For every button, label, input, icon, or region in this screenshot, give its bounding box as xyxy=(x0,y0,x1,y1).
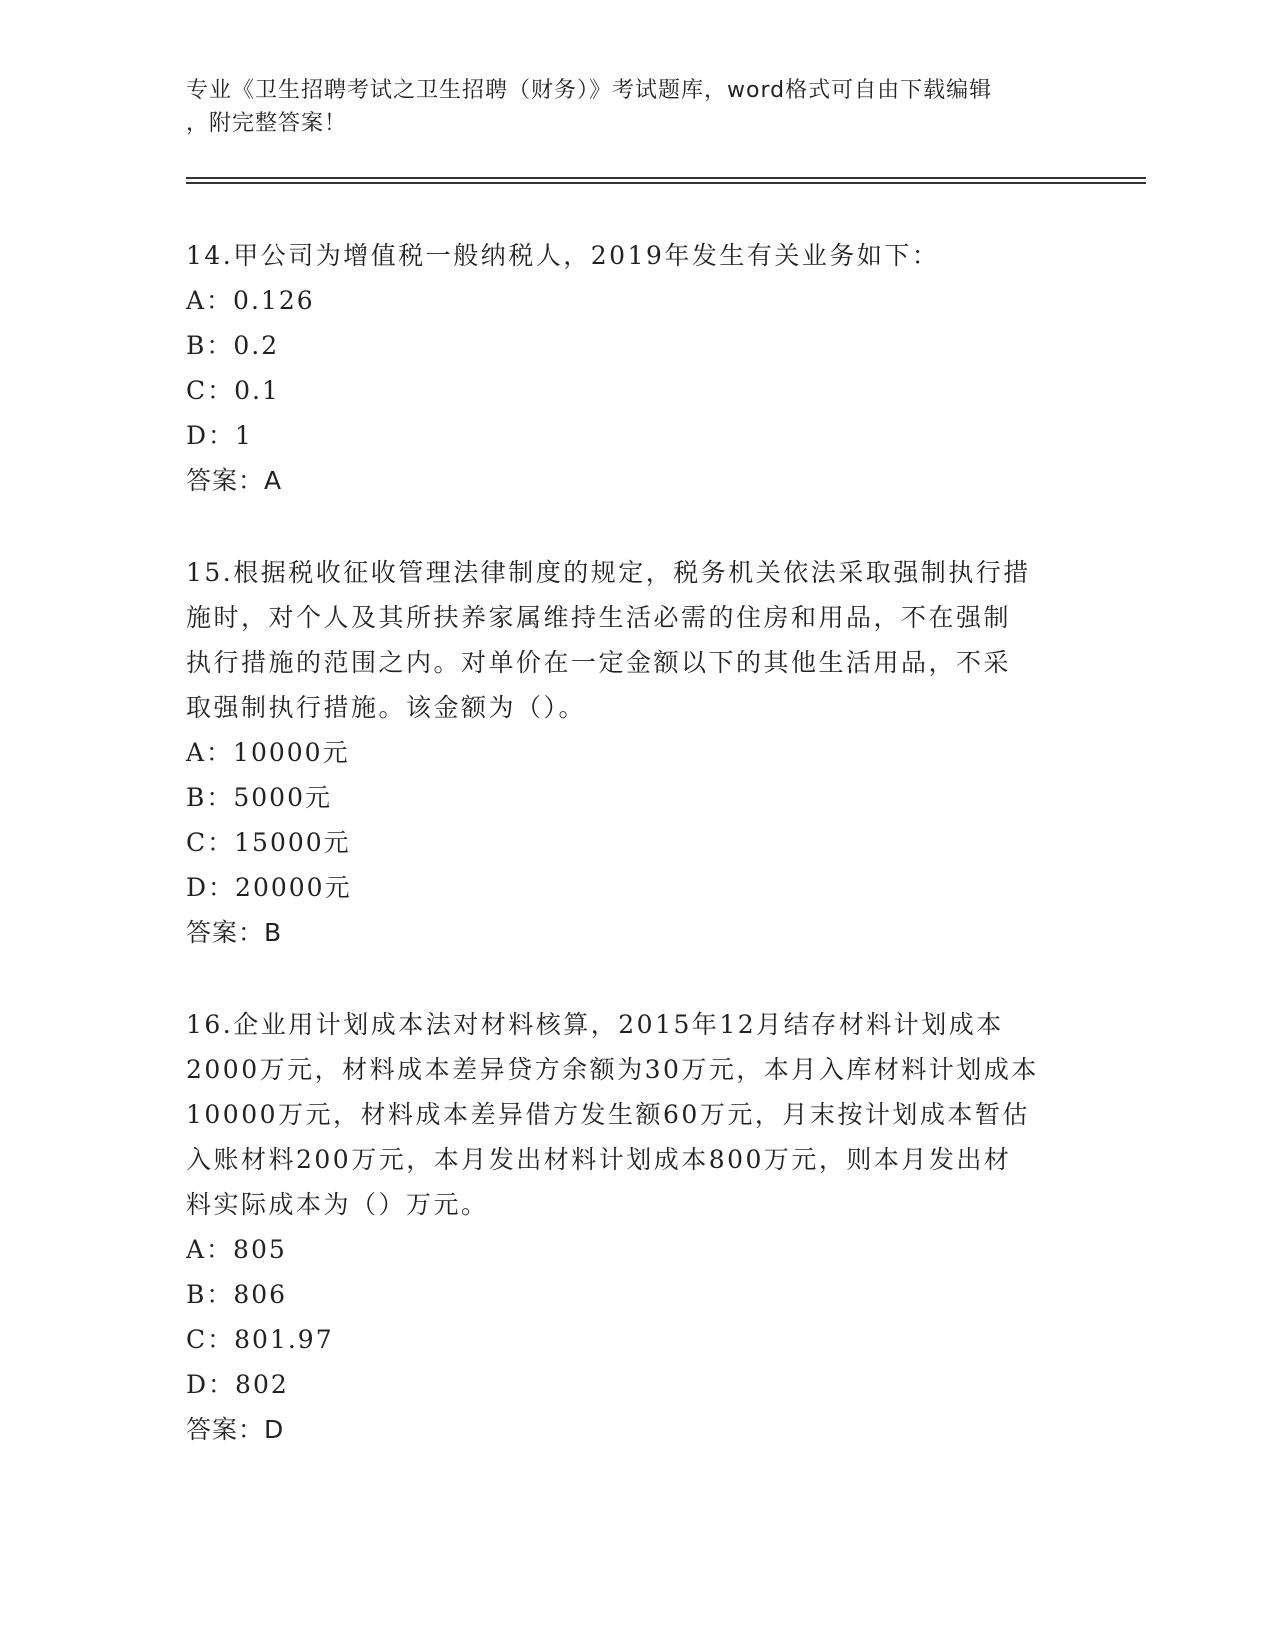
answer-label: 答案：B xyxy=(186,918,283,947)
option-a: A：0.126 xyxy=(186,286,315,315)
option-a: A：10000元 xyxy=(186,738,350,767)
question-16 xyxy=(186,1002,1086,1452)
option-d: D：802 xyxy=(186,1370,289,1399)
answer-label: 答案：A xyxy=(186,466,283,495)
question-stem-line-5: 料实际成本为（）万元。 xyxy=(186,1190,489,1219)
question-stem: 14.甲公司为增值税一般纳税人，2019年发生有关业务如下： xyxy=(186,241,940,270)
question-stem-line-2: 施时，对个人及其所扶养家属维持生活必需的住房和用品，不在强制 xyxy=(186,603,1012,632)
question-stem-line-3: 10000万元，材料成本差异借方发生额60万元，月末按计划成本暂估 xyxy=(186,1100,1030,1129)
header-divider-top xyxy=(186,177,1146,179)
document-header xyxy=(186,74,1086,140)
header-line-2: ，附完整答案！ xyxy=(186,111,348,136)
question-stem-line-1: 15.根据税收征收管理法律制度的规定，税务机关依法采取强制执行措 xyxy=(186,558,1031,587)
header-line-1: 专业《卫生招聘考试之卫生招聘（财务）》考试题库，word格式可自由下载编辑 xyxy=(186,78,993,103)
question-14 xyxy=(186,233,1086,503)
question-stem-line-4: 入账材料200万元，本月发出材料计划成本800万元，则本月发出材 xyxy=(186,1145,1012,1174)
option-b: B：806 xyxy=(186,1280,288,1309)
option-a: A：805 xyxy=(186,1235,287,1264)
question-stem-line-1: 16.企业用计划成本法对材料核算，2015年12月结存材料计划成本 xyxy=(186,1010,1004,1039)
question-stem-line-2: 2000万元，材料成本差异贷方余额为30万元，本月入库材料计划成本 xyxy=(186,1055,1039,1084)
answer-label: 答案：D xyxy=(186,1415,285,1444)
question-stem-line-3: 执行措施的范围之内。对单价在一定金额以下的其他生活用品，不采 xyxy=(186,648,1012,677)
option-b: B：0.2 xyxy=(186,331,280,360)
option-c: C：0.1 xyxy=(186,376,280,405)
header-divider-bottom xyxy=(186,182,1146,184)
option-c: C：801.97 xyxy=(186,1325,334,1354)
option-d: D：1 xyxy=(186,421,253,450)
option-d: D：20000元 xyxy=(186,873,352,902)
question-15 xyxy=(186,550,1086,955)
option-c: C：15000元 xyxy=(186,828,351,857)
question-stem-line-4: 取强制执行措施。该金额为（）。 xyxy=(186,693,587,722)
option-b: B：5000元 xyxy=(186,783,332,812)
